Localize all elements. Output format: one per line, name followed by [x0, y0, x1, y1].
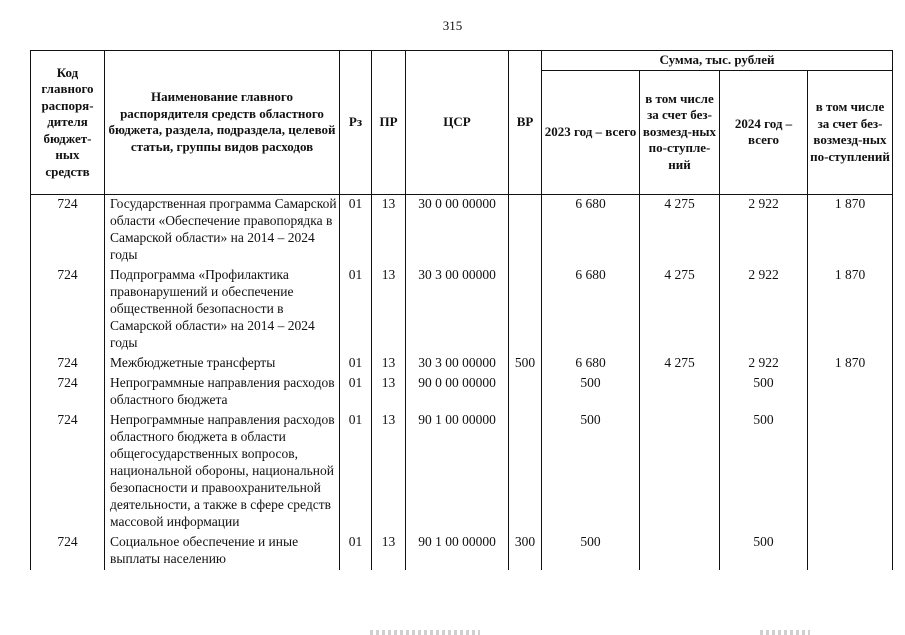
- cell-total-2024: 2 922: [720, 266, 808, 354]
- table-row: [31, 266, 893, 354]
- header-free-2023: в том числе за счет без-возмезд-ных по-ступле-ний: [640, 70, 720, 194]
- header-pr: ПР: [372, 51, 406, 195]
- cell-total-2023: 500: [542, 533, 640, 570]
- scan-stamp-mark: [370, 630, 480, 635]
- cell-free-2024: [808, 374, 893, 411]
- cell-free-2023: 4 275: [640, 194, 720, 266]
- cell-total-2024: 2 922: [720, 194, 808, 266]
- cell-free-2023: [640, 374, 720, 411]
- cell-free-2024: 1 870: [808, 266, 893, 354]
- cell-free-2024: 1 870: [808, 194, 893, 266]
- cell-pr: 13: [372, 411, 406, 533]
- cell-csr: 90 1 00 00000: [406, 411, 509, 533]
- cell-free-2023: [640, 533, 720, 570]
- cell-vr: [509, 374, 542, 411]
- cell-name: Государственная программа Самарской области «Обеспечение правопорядка в Самарской области» на 2014 – 2024 годы: [105, 194, 340, 266]
- cell-rz: 01: [340, 354, 372, 374]
- cell-pr: 13: [372, 194, 406, 266]
- cell-code: 724: [31, 374, 105, 411]
- cell-total-2024: 500: [720, 533, 808, 570]
- cell-name: Подпрограмма «Профилактика правонарушений и обеспечение общественной безопасности в Самарской области» на 2014 – 2024 годы: [105, 266, 340, 354]
- cell-free-2023: 4 275: [640, 354, 720, 374]
- cell-rz: 01: [340, 374, 372, 411]
- cell-free-2023: 4 275: [640, 266, 720, 354]
- cell-vr: 300: [509, 533, 542, 570]
- header-code: Код главного распоря-дителя бюджет-ных средств: [31, 51, 105, 195]
- cell-pr: 13: [372, 533, 406, 570]
- cell-code: 724: [31, 354, 105, 374]
- cell-total-2023: 6 680: [542, 354, 640, 374]
- cell-name: Межбюджетные трансферты: [105, 354, 340, 374]
- cell-total-2023: 6 680: [542, 266, 640, 354]
- table-header: [31, 51, 893, 195]
- header-total-2024: 2024 год – всего: [720, 70, 808, 194]
- cell-pr: 13: [372, 374, 406, 411]
- cell-free-2023: [640, 411, 720, 533]
- cell-rz: 01: [340, 411, 372, 533]
- cell-csr: 90 0 00 00000: [406, 374, 509, 411]
- cell-code: 724: [31, 533, 105, 570]
- cell-total-2024: 2 922: [720, 354, 808, 374]
- header-sum-group: Сумма, тыс. рублей: [542, 51, 893, 71]
- cell-total-2023: 500: [542, 411, 640, 533]
- header-vr: ВР: [509, 51, 542, 195]
- cell-total-2024: 500: [720, 374, 808, 411]
- cell-csr: 90 1 00 00000: [406, 533, 509, 570]
- page-number: 315: [442, 18, 463, 33]
- cell-total-2024: 500: [720, 411, 808, 533]
- table-row: [31, 354, 893, 374]
- cell-free-2024: [808, 411, 893, 533]
- cell-code: 724: [31, 266, 105, 354]
- cell-pr: 13: [372, 266, 406, 354]
- cell-vr: [509, 266, 542, 354]
- scan-stamp-mark: [760, 630, 810, 635]
- cell-vr: [509, 411, 542, 533]
- cell-rz: 01: [340, 194, 372, 266]
- cell-vr: 500: [509, 354, 542, 374]
- table-row: [31, 533, 893, 570]
- cell-code: 724: [31, 411, 105, 533]
- header-total-2023: 2023 год – всего: [542, 70, 640, 194]
- cell-csr: 30 3 00 00000: [406, 266, 509, 354]
- header-csr: ЦСР: [406, 51, 509, 195]
- cell-name: Непрограммные направления расходов областного бюджета: [105, 374, 340, 411]
- table-row: [31, 411, 893, 533]
- cell-vr: [509, 194, 542, 266]
- cell-name: Социальное обеспечение и иные выплаты населению: [105, 533, 340, 570]
- header-name: Наименование главного распорядителя средств областного бюджета, раздела, подраздела, целевой статьи, группы видов расходов: [105, 51, 340, 195]
- cell-total-2023: 500: [542, 374, 640, 411]
- cell-code: 724: [31, 194, 105, 266]
- budget-table: [30, 50, 893, 570]
- header-free-2024: в том числе за счет без-возмезд-ных по-ступлений: [808, 70, 893, 194]
- table-body: [31, 194, 893, 570]
- cell-free-2024: [808, 533, 893, 570]
- cell-free-2024: 1 870: [808, 354, 893, 374]
- header-rz: Рз: [340, 51, 372, 195]
- table-row: [31, 194, 893, 266]
- cell-pr: 13: [372, 354, 406, 374]
- cell-csr: 30 0 00 00000: [406, 194, 509, 266]
- cell-total-2023: 6 680: [542, 194, 640, 266]
- cell-name: Непрограммные направления расходов областного бюджета в области общегосударственных вопросов, национальной обороны, национальной безопасности и правоохранительной деятельности, а также в сфере средств массовой информации: [105, 411, 340, 533]
- cell-csr: 30 3 00 00000: [406, 354, 509, 374]
- cell-rz: 01: [340, 266, 372, 354]
- table-row: [31, 374, 893, 411]
- cell-rz: 01: [340, 533, 372, 570]
